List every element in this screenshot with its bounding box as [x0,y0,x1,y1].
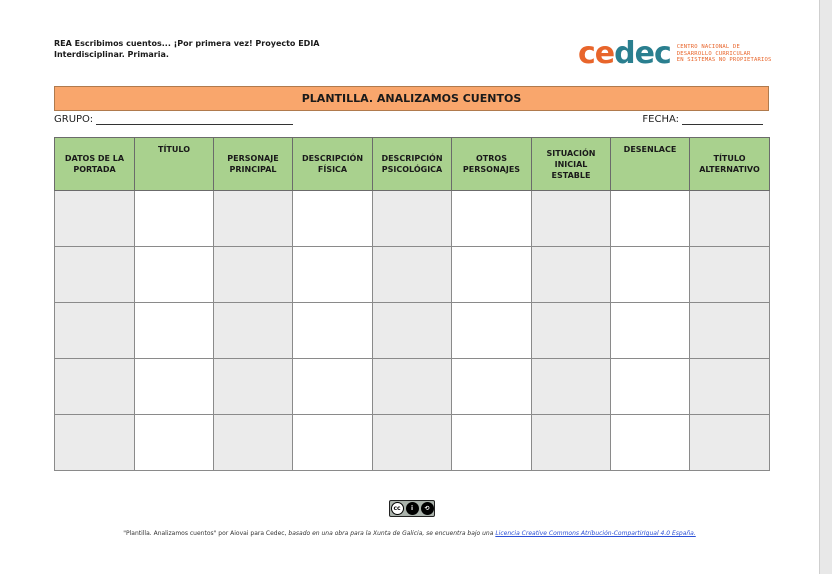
column-header: DESCRIPCIÓN FÍSICA [293,138,373,191]
license-link[interactable]: Licencia Creative Commons Atribución-CompartirIgual 4.0 España. [495,530,696,537]
fecha-blank-line[interactable] [682,114,763,125]
grupo-blank-line[interactable] [96,114,293,125]
table-cell[interactable] [293,191,373,247]
table-cell[interactable] [690,303,770,359]
table-row [55,247,770,303]
table-cell[interactable] [690,191,770,247]
table-cell[interactable] [135,247,214,303]
column-header: DESCRIPCIÓN PSICOLÓGICA [373,138,452,191]
table-cell[interactable] [55,359,135,415]
grupo-field [54,114,293,125]
table-cell[interactable] [373,191,452,247]
table-cell[interactable] [293,303,373,359]
table-cell[interactable] [532,359,611,415]
column-header: SITUACIÓN INICIAL ESTABLE [532,138,611,191]
table-cell[interactable] [532,303,611,359]
license-footer [0,530,819,537]
table-cell[interactable] [452,415,532,471]
table-cell[interactable] [611,191,690,247]
table-cell[interactable] [373,247,452,303]
header-title-line1: REA Escribimos cuentos... ¡Por primera vez! Proyecto EDIA [54,39,320,48]
table-cell[interactable] [690,359,770,415]
table-cell[interactable] [452,247,532,303]
table-cell[interactable] [373,415,452,471]
header-title-line2: Interdisciplinar. Primaria. [54,50,169,59]
fecha-field [642,114,763,125]
table-cell[interactable] [532,247,611,303]
page-edge [819,0,832,574]
table-cell[interactable] [373,303,452,359]
table-cell[interactable] [611,359,690,415]
footer-attribution: "Plantilla. Analizamos cuentos" por Aiovai para Cedec, [123,530,289,537]
table-cell[interactable] [293,415,373,471]
column-header: TÍTULO [135,138,214,191]
table-cell[interactable] [135,191,214,247]
table-cell[interactable] [452,359,532,415]
cc-icon: cc [391,502,404,515]
grupo-label: GRUPO: [54,114,94,125]
table-cell[interactable] [690,415,770,471]
table-cell[interactable] [452,303,532,359]
table-cell[interactable] [611,303,690,359]
template-title: PLANTILLA. ANALIZAMOS CUENTOS [54,86,769,111]
table-cell[interactable] [214,247,293,303]
table-cell[interactable] [214,191,293,247]
cedec-logo [578,36,772,72]
table-cell[interactable] [55,247,135,303]
logo-tag-line2: DESARROLLO CURRICULAR [676,50,751,57]
table-cell[interactable] [135,359,214,415]
logo-word-ce: ce [578,36,615,71]
table-cell[interactable] [214,359,293,415]
meta-row [54,114,769,128]
logo-tagline [677,44,772,63]
sa-icon: ⟲ [421,502,434,515]
table-cell[interactable] [55,415,135,471]
footer-based-on: basado en una obra para la Xunta de Galicia, se encuentra bajo una [288,530,496,537]
by-icon: i [406,502,419,515]
table-cell[interactable] [135,415,214,471]
table-cell[interactable] [135,303,214,359]
fecha-label: FECHA: [642,114,679,125]
table-cell[interactable] [532,415,611,471]
logo-tag-line3: EN SISTEMAS NO PROPIETARIOS [676,57,772,64]
table-cell[interactable] [293,247,373,303]
cc-license-badge[interactable] [389,500,435,517]
table-cell[interactable] [611,247,690,303]
table-cell[interactable] [373,359,452,415]
table-cell[interactable] [214,415,293,471]
table-cell[interactable] [214,303,293,359]
logo-word-dec: dec [614,36,671,71]
table-row [55,359,770,415]
column-header: DESENLACE [611,138,690,191]
logo-wordmark [578,36,671,71]
column-header: PERSONAJE PRINCIPAL [214,138,293,191]
table-cell[interactable] [611,415,690,471]
table-cell[interactable] [55,303,135,359]
column-header: TÍTULO ALTERNATIVO [690,138,770,191]
document-header [54,38,384,60]
column-header: OTROS PERSONAJES [452,138,532,191]
table-cell[interactable] [690,247,770,303]
table-row [55,191,770,247]
analysis-table [54,137,770,471]
table-header-row [55,138,770,191]
table-cell[interactable] [293,359,373,415]
table-row [55,415,770,471]
table-cell[interactable] [532,191,611,247]
logo-tag-line1: CENTRO NACIONAL DE [676,44,740,51]
table-cell[interactable] [55,191,135,247]
table-cell[interactable] [452,191,532,247]
table-row [55,303,770,359]
column-header: DATOS DE LA PORTADA [55,138,135,191]
